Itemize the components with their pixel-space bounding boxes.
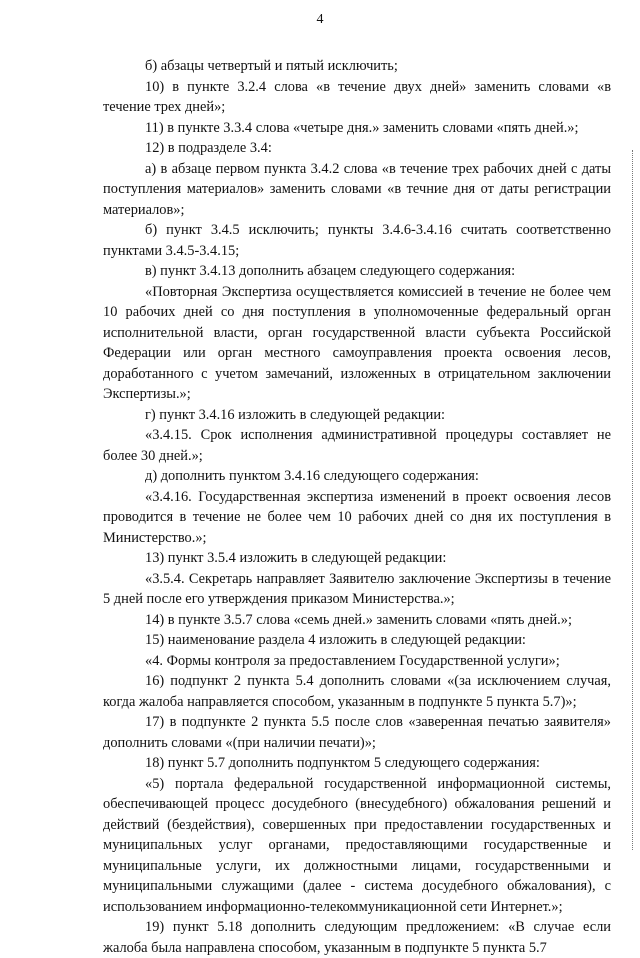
paragraph: а) в абзаце первом пункта 3.4.2 слова «в течение трех рабочих дней с даты поступления материалов» заменить словами «в течние дня от даты регистрации материалов»; <box>103 160 611 218</box>
paragraph: г) пункт 3.4.16 изложить в следующей редакции: <box>145 406 446 423</box>
paragraph: «5) портала федеральной государственной информационной системы, обеспечивающей процесс досудебного (внесудебного) обжалования решений и действий (бездействия), совершенных при предоставлении государственных и муниципальных услуг органами, предоставляющими государственные и муниципальные услуги, их должностными лицами, государственными и муниципальными служащими (далее - система досудебного обжалования), с использованием информационно-телекоммуникационной сети Интернет.»; <box>103 775 611 915</box>
paragraph: в) пункт 3.4.13 дополнить абзацем следующего содержания: <box>145 263 516 279</box>
paragraph: «4. Формы контроля за предоставлением Государственной услуги»; <box>145 652 560 669</box>
document-body <box>103 56 611 958</box>
paragraph: 16) подпункт 2 пункта 5.4 дополнить словами «(за исключением случая, когда жалоба направляется способом, указанным в подпункте 5 пункта 5.7)»; <box>103 673 611 710</box>
page-number: 4 <box>316 12 324 27</box>
paragraph: 11) в пункте 3.3.4 слова «четыре дня.» заменить словами «пять дней.»; <box>145 119 579 136</box>
paragraph: «Повторная Экспертиза осуществляется комиссией в течение не более чем 10 рабочих дней со дня поступления в уполномоченные федеральный орган исполнительной власти, орган государственной власти субъекта Российской Федерации или орган местного самоуправления проекта освоения лесов, доработанного с учетом замечаний, изложенных в отрицательном заключении Экспертизы.»; <box>103 283 611 402</box>
paragraph: «3.5.4. Секретарь направляет Заявителю заключение Экспертизы в течение 5 дней после его утверждения приказом Министерства.»; <box>103 570 611 607</box>
paragraph: 12) в подразделе 3.4: <box>145 140 272 156</box>
paragraph: 13) пункт 3.5.4 изложить в следующей редакции: <box>145 550 447 566</box>
paragraph: б) пункт 3.4.5 исключить; пункты 3.4.6-3.4.16 считать соответственно пунктами 3.4.5-3.4.15; <box>103 222 611 259</box>
paragraph: д) дополнить пунктом 3.4.16 следующего содержания: <box>145 468 479 484</box>
paragraph: «3.4.16. Государственная экспертиза изменений в проект освоения лесов проводится в течение не более чем 10 рабочих дней со дня их поступления в Министерство.»; <box>103 488 611 546</box>
paragraph: 14) в пункте 3.5.7 слова «семь дней.» заменить словами «пять дней.»; <box>145 611 572 628</box>
paragraph: 17) в подпункте 2 пункта 5.5 после слов «заверенная печатью заявителя» дополнить словами «(при наличии печати)»; <box>103 714 611 751</box>
scan-edge-line <box>632 150 634 850</box>
paragraph: 19) пункт 5.18 дополнить следующим предложением: «В случае если жалоба была направлена способом, указанным в подпункте 5 пункта 5.7 <box>103 919 611 956</box>
paragraph: 10) в пункте 3.2.4 слова «в течение двух дней» заменить словами «в течение трех дней»; <box>103 78 611 115</box>
paragraph: 15) наименование раздела 4 изложить в следующей редакции: <box>145 632 526 648</box>
paragraph: «3.4.15. Срок исполнения административной процедуры составляет не более 30 дней.»; <box>103 427 611 464</box>
paragraph: 18) пункт 5.7 дополнить подпунктом 5 следующего содержания: <box>145 755 540 771</box>
paragraph: б) абзацы четвертый и пятый исключить; <box>145 58 398 74</box>
